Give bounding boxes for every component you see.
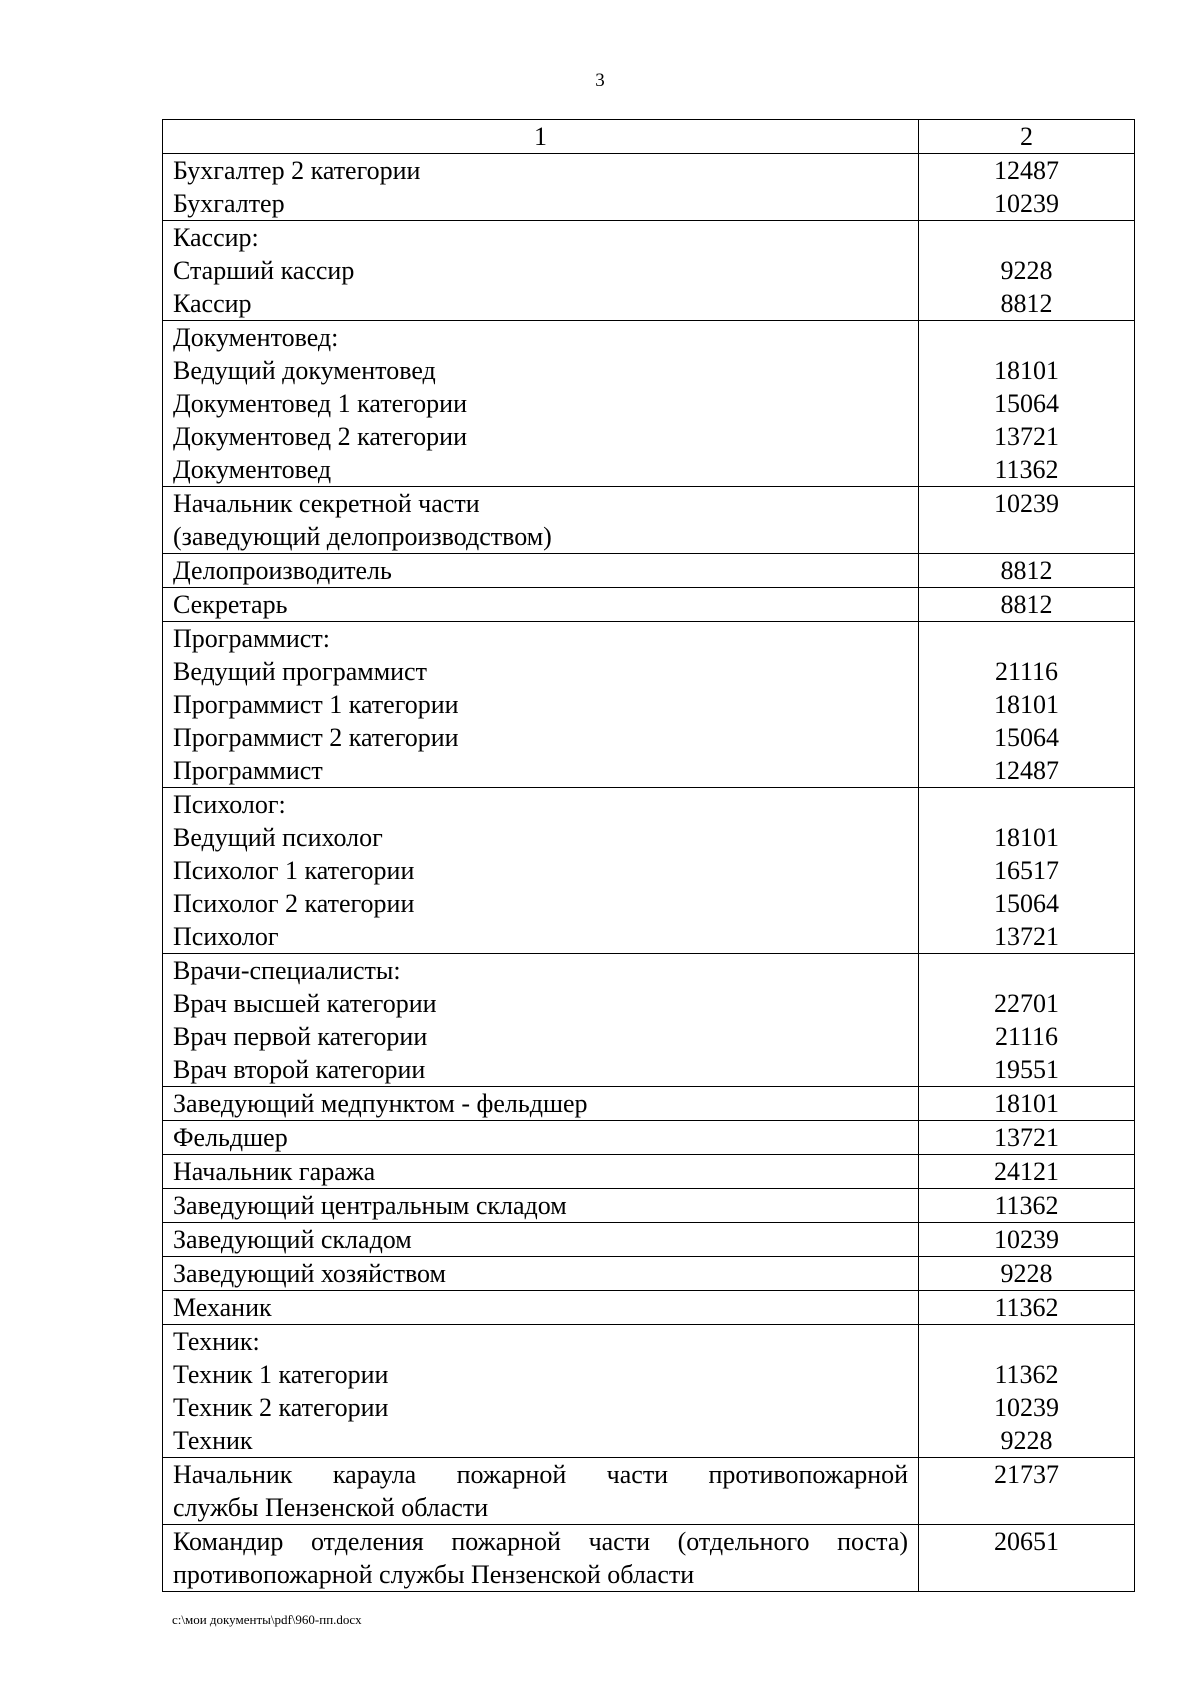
- salary-value: 12487: [994, 756, 1060, 785]
- salary-value: 13721: [994, 1123, 1060, 1152]
- salary-value: [919, 788, 1134, 821]
- position-name: Психолог:: [173, 790, 286, 819]
- salary-value: 11362: [994, 455, 1059, 484]
- salary-cell: [919, 487, 1135, 554]
- position-cell: [163, 487, 919, 554]
- salary-cell: [919, 788, 1135, 954]
- table-row: [163, 1155, 1135, 1189]
- position-cell: [163, 588, 919, 622]
- salary-value: [919, 622, 1134, 655]
- salary-value: 11362: [994, 1360, 1059, 1389]
- salary-value: [919, 1558, 1134, 1591]
- position-name: Старший кассир: [173, 256, 355, 285]
- position-name: Заведующий хозяйством: [173, 1259, 446, 1288]
- salary-cell: [919, 1525, 1135, 1592]
- salary-value: 16517: [994, 856, 1060, 885]
- position-cell: [163, 1257, 919, 1291]
- salary-cell: [919, 154, 1135, 221]
- table-header-row: [163, 120, 1135, 154]
- salary-value: 9228: [1000, 1426, 1053, 1455]
- position-cell: [163, 321, 919, 487]
- table-row: [163, 954, 1135, 1087]
- position-name: Врачи-специалисты:: [173, 956, 401, 985]
- position-name: Документовед:: [173, 323, 339, 352]
- position-name: Бухгалтер 2 категории: [173, 156, 421, 185]
- salary-value: 13721: [994, 422, 1060, 451]
- position-name: Ведущий психолог: [173, 823, 383, 852]
- salary-value: 11362: [994, 1191, 1059, 1220]
- position-name: Врач второй категории: [173, 1055, 426, 1084]
- position-cell: [163, 1121, 919, 1155]
- position-name: Программист:: [173, 624, 330, 653]
- table-row: [163, 1458, 1135, 1525]
- position-name: Ведущий программист: [173, 657, 427, 686]
- position-name: Начальник секретной части: [173, 489, 480, 518]
- position-name: Заведующий медпунктом - фельдшер: [173, 1089, 588, 1118]
- salary-cell: [919, 554, 1135, 588]
- salary-value: 15064: [994, 389, 1060, 418]
- table-row: [163, 1087, 1135, 1121]
- position-cell: [163, 1458, 919, 1525]
- position-name: Врач первой категории: [173, 1022, 428, 1051]
- position-name: службы Пензенской области: [173, 1493, 489, 1522]
- salary-value: [919, 321, 1134, 354]
- position-name: Командир отделения пожарной части (отдельного поста): [173, 1527, 909, 1556]
- position-name: (заведующий делопроизводством): [173, 522, 552, 551]
- salary-value: 20651: [994, 1527, 1060, 1556]
- salary-cell: [919, 1189, 1135, 1223]
- salary-value: 21116: [994, 1022, 1059, 1051]
- table-row: [163, 154, 1135, 221]
- position-name: Начальник караула пожарной части противопожарной: [173, 1460, 909, 1489]
- salary-cell: [919, 321, 1135, 487]
- position-name: Документовед 1 категории: [173, 389, 467, 418]
- table-row: [163, 554, 1135, 588]
- table-row: [163, 1525, 1135, 1592]
- position-name: Техник 1 категории: [173, 1360, 389, 1389]
- salary-value: 15064: [994, 723, 1060, 752]
- column-header-1: 1: [163, 120, 919, 154]
- salary-value: 10239: [994, 1393, 1060, 1422]
- table-row: [163, 221, 1135, 321]
- column-header-2: 2: [919, 120, 1135, 154]
- salary-value: 19551: [994, 1055, 1060, 1084]
- position-name: Заведующий центральным складом: [173, 1191, 567, 1220]
- salary-value: [919, 1491, 1134, 1524]
- salary-value: [919, 954, 1134, 987]
- salary-value: 22701: [994, 989, 1060, 1018]
- salary-value: 8812: [1000, 556, 1053, 585]
- position-name: Программист 2 категории: [173, 723, 459, 752]
- position-name: Документовед: [173, 455, 332, 484]
- position-name: Кассир: [173, 289, 252, 318]
- salary-cell: [919, 1291, 1135, 1325]
- salary-value: [919, 1325, 1134, 1358]
- position-name: Механик: [173, 1293, 272, 1322]
- table-row: [163, 1223, 1135, 1257]
- position-name: Ведущий документовед: [173, 356, 436, 385]
- salary-cell: [919, 1121, 1135, 1155]
- salary-value: 10239: [994, 189, 1060, 218]
- salary-value: 10239: [994, 1225, 1060, 1254]
- salary-cell: [919, 1223, 1135, 1257]
- salary-cell: [919, 1155, 1135, 1189]
- table-row: [163, 1189, 1135, 1223]
- salary-value: [919, 221, 1134, 254]
- position-cell: [163, 1325, 919, 1458]
- table-row: [163, 622, 1135, 788]
- salary-value: 8812: [1000, 289, 1053, 318]
- position-name: Программист: [173, 756, 323, 785]
- salary-value: 12487: [994, 156, 1060, 185]
- page-number: 3: [595, 70, 605, 91]
- table-row: [163, 1325, 1135, 1458]
- salary-value: 8812: [1000, 590, 1053, 619]
- position-name: Психолог: [173, 922, 279, 951]
- salary-value: 18101: [994, 1089, 1060, 1118]
- salary-value: 13721: [994, 922, 1060, 951]
- salary-value: 21737: [994, 1460, 1060, 1489]
- position-cell: [163, 554, 919, 588]
- position-name: Кассир:: [173, 223, 259, 252]
- position-cell: [163, 1189, 919, 1223]
- position-name: Начальник гаража: [173, 1157, 376, 1186]
- salary-cell: [919, 221, 1135, 321]
- position-name: Психолог 2 категории: [173, 889, 415, 918]
- position-name: Фельдшер: [173, 1123, 288, 1152]
- salary-value: 18101: [994, 690, 1060, 719]
- position-name: Заведующий складом: [173, 1225, 412, 1254]
- file-path-footer: c:\мои документы\pdf\960-пп.docx: [172, 1612, 362, 1627]
- table-row: [163, 487, 1135, 554]
- salary-value: 9228: [1000, 256, 1053, 285]
- position-name: Психолог 1 категории: [173, 856, 415, 885]
- position-cell: [163, 1087, 919, 1121]
- salary-value: 24121: [994, 1157, 1060, 1186]
- salary-value: 18101: [994, 356, 1060, 385]
- salary-cell: [919, 1458, 1135, 1525]
- salary-value: 18101: [994, 823, 1060, 852]
- salary-value: 9228: [1000, 1259, 1053, 1288]
- table-row: [163, 788, 1135, 954]
- table-row: [163, 1257, 1135, 1291]
- table-row: [163, 1291, 1135, 1325]
- position-name: Техник:: [173, 1327, 260, 1356]
- salary-table: [162, 119, 1135, 1592]
- position-cell: [163, 622, 919, 788]
- salary-value: 21116: [994, 657, 1059, 686]
- position-name: Делопроизводитель: [173, 556, 392, 585]
- position-cell: [163, 1291, 919, 1325]
- position-cell: [163, 1223, 919, 1257]
- position-name: Врач высшей категории: [173, 989, 437, 1018]
- table-row: [163, 321, 1135, 487]
- salary-value: 11362: [994, 1293, 1059, 1322]
- position-name: Техник: [173, 1426, 253, 1455]
- salary-cell: [919, 1087, 1135, 1121]
- salary-value: 10239: [994, 489, 1060, 518]
- table-row: [163, 1121, 1135, 1155]
- salary-cell: [919, 622, 1135, 788]
- position-cell: [163, 221, 919, 321]
- salary-value: [919, 520, 1134, 553]
- salary-cell: [919, 588, 1135, 622]
- salary-cell: [919, 1257, 1135, 1291]
- position-cell: [163, 1155, 919, 1189]
- position-cell: [163, 154, 919, 221]
- position-name: Программист 1 категории: [173, 690, 459, 719]
- position-cell: [163, 1525, 919, 1592]
- position-name: Секретарь: [173, 590, 288, 619]
- salary-cell: [919, 954, 1135, 1087]
- position-cell: [163, 954, 919, 1087]
- position-name: Бухгалтер: [173, 189, 285, 218]
- salary-value: 15064: [994, 889, 1060, 918]
- table-row: [163, 588, 1135, 622]
- position-name: противопожарной службы Пензенской области: [173, 1560, 695, 1589]
- position-cell: [163, 788, 919, 954]
- position-name: Техник 2 категории: [173, 1393, 389, 1422]
- salary-cell: [919, 1325, 1135, 1458]
- position-name: Документовед 2 категории: [173, 422, 467, 451]
